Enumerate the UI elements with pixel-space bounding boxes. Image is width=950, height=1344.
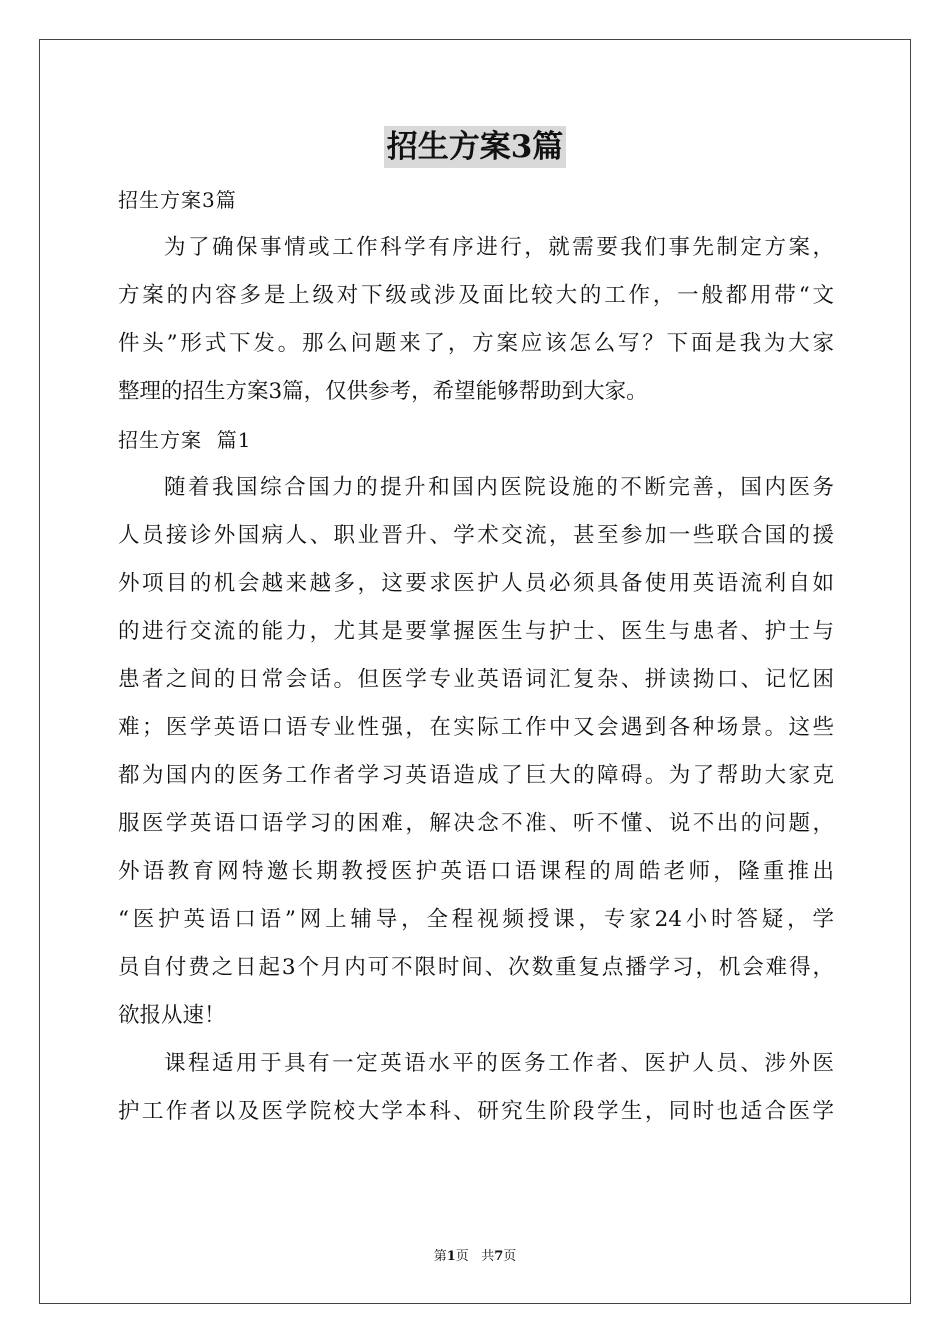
intro-paragraph bbox=[118, 224, 834, 416]
intro-line: 方案的内容多是上级对下级或涉及面比较大的工作，一般都用带“文 bbox=[118, 283, 834, 308]
body-line: 的进行交流的能力，尤其是要掌握医生与护士、医生与患者、护士与 bbox=[118, 619, 834, 644]
body-line: 患者之间的日常会话。但医学专业英语词汇复杂、拼读拗口、记忆困 bbox=[118, 667, 834, 692]
page-prefix: 第 bbox=[433, 1249, 447, 1264]
body-line: 难；医学英语口语专业性强，在实际工作中又会遇到各种场景。这些 bbox=[118, 715, 834, 740]
body-line: 服医学英语口语学习的困难，解决念不准、听不懂、说不出的问题， bbox=[118, 811, 834, 836]
section1-paragraph-2 bbox=[118, 1040, 834, 1136]
section-heading: 招生方案 篇1 bbox=[118, 428, 252, 452]
document-body bbox=[118, 176, 834, 1136]
body-line: “医护英语口语”网上辅导，全程视频授课，专家24小时答疑，学 bbox=[118, 907, 834, 932]
total-suffix: 页 bbox=[503, 1249, 517, 1264]
page-number: 1 bbox=[446, 1249, 456, 1264]
body-line: 都为国内的医务工作者学习英语造成了巨大的障碍。为了帮助大家克 bbox=[118, 763, 834, 788]
body-line: 欲报从速！ bbox=[118, 1003, 226, 1028]
page-footer bbox=[0, 1245, 950, 1264]
section1-paragraph bbox=[118, 464, 834, 1040]
total-prefix: 共 bbox=[481, 1249, 495, 1264]
body-line: 随着我国综合国力的提升和国内医院设施的不断完善，国内医务 bbox=[164, 475, 834, 500]
intro-line: 为了确保事情或工作科学有序进行，就需要我们事先制定方案， bbox=[164, 235, 834, 260]
body-line: 人员接诊外国病人、职业晋升、学术交流，甚至参加一些联合国的援 bbox=[118, 523, 834, 548]
total-pages: 7 bbox=[494, 1249, 504, 1264]
document-subtitle: 招生方案3篇 bbox=[118, 188, 237, 212]
body-line: 外项目的机会越来越多，这要求医护人员必须具备使用英语流利自如 bbox=[118, 571, 834, 596]
body-line: 员自付费之日起3个月内可不限时间、次数重复点播学习，机会难得， bbox=[118, 955, 834, 980]
page-suffix: 页 bbox=[455, 1249, 469, 1264]
intro-line: 件头”形式下发。那么问题来了，方案应该怎么写？下面是我为大家 bbox=[118, 331, 834, 356]
title-container bbox=[0, 126, 950, 168]
intro-line: 整理的招生方案3篇，仅供参考，希望能够帮助到大家。 bbox=[118, 379, 648, 404]
body-line: 课程适用于具有一定英语水平的医务工作者、医护人员、涉外医 bbox=[164, 1051, 834, 1076]
body-line: 外语教育网特邀长期教授医护英语口语课程的周皓老师，隆重推出 bbox=[118, 859, 834, 884]
document-title: 招生方案3篇 bbox=[384, 126, 567, 168]
body-line: 护工作者以及医学院校大学本科、研究生阶段学生，同时也适合医学 bbox=[118, 1099, 834, 1124]
